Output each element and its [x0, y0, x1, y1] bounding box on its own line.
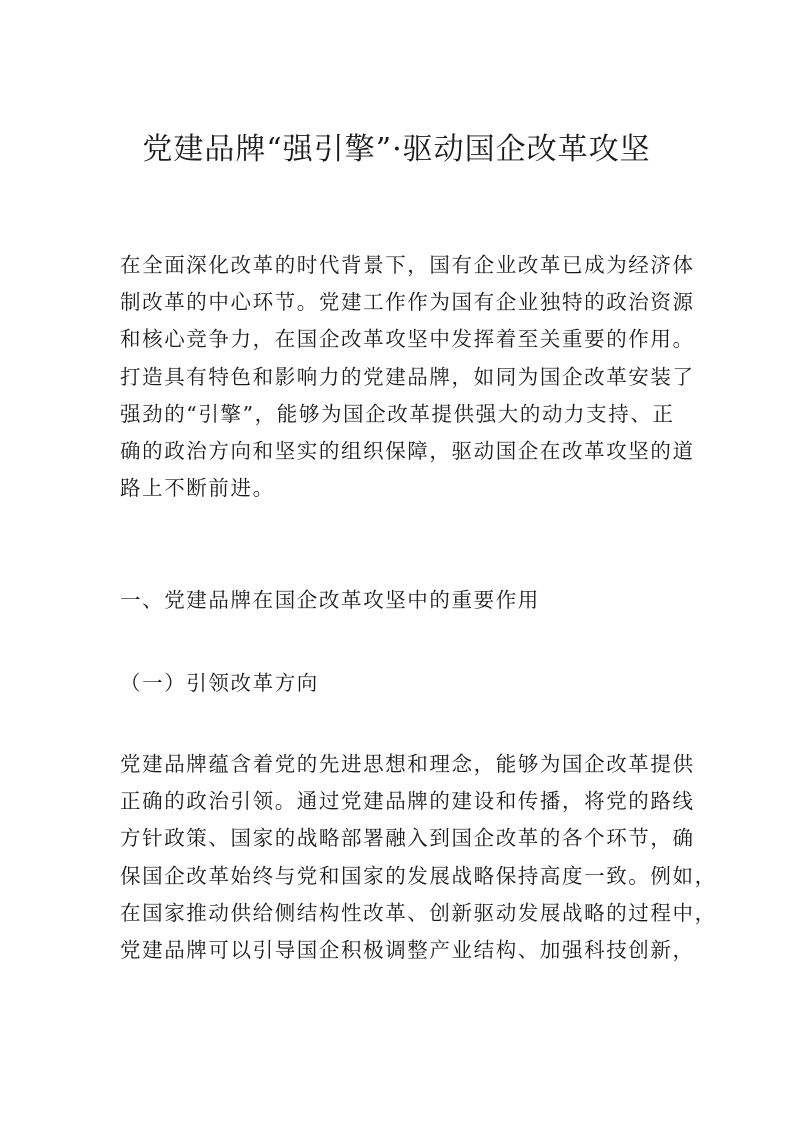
paragraph-line: 和核心竞争力，在国企改革攻坚中发挥着至关重要的作用。: [120, 327, 695, 352]
section1-paragraph: [120, 746, 717, 969]
paragraph-line: 打造具有特色和影响力的党建品牌，如同为国企改革安装了: [120, 364, 695, 389]
intro-paragraph: [120, 247, 695, 507]
paragraph-line: 党建品牌可以引导国企积极调整产业结构、加强科技创新，: [120, 937, 695, 962]
paragraph-line: 强劲的“引擎”，能够为国企改革提供强大的动力支持、正: [120, 401, 675, 426]
document-title: 党建品牌“强引擎”·驱动国企改革攻坚: [142, 132, 651, 167]
paragraph-line: 确的政治方向和坚实的组织保障，驱动国企在改革攻坚的道: [120, 438, 695, 463]
section-heading: 一、党建品牌在国企改革攻坚中的重要作用: [120, 588, 540, 612]
paragraph-line: 制改革的中心环节。党建工作作为国有企业独特的政治资源: [120, 290, 695, 315]
paragraph-line: 方针政策、国家的战略部署融入到国企改革的各个环节，确: [120, 826, 695, 851]
paragraph-line: 正确的政治引领。通过党建品牌的建设和传播，将党的路线: [120, 789, 695, 814]
paragraph-line: 党建品牌蕴含着党的先进思想和理念，能够为国企改革提供: [120, 752, 695, 776]
paragraph-line: 在全面深化改革的时代背景下，国有企业改革已成为经济体: [120, 253, 695, 277]
paragraph-line: 在国家推动供给侧结构性改革、创新驱动发展战略的过程中，: [120, 900, 717, 925]
subsection-heading: （一）引领改革方向: [120, 671, 319, 695]
paragraph-line: 保国企改革始终与党和国家的发展战略保持高度一致。例如，: [120, 863, 717, 888]
paragraph-line: 路上不断前进。: [120, 476, 275, 501]
